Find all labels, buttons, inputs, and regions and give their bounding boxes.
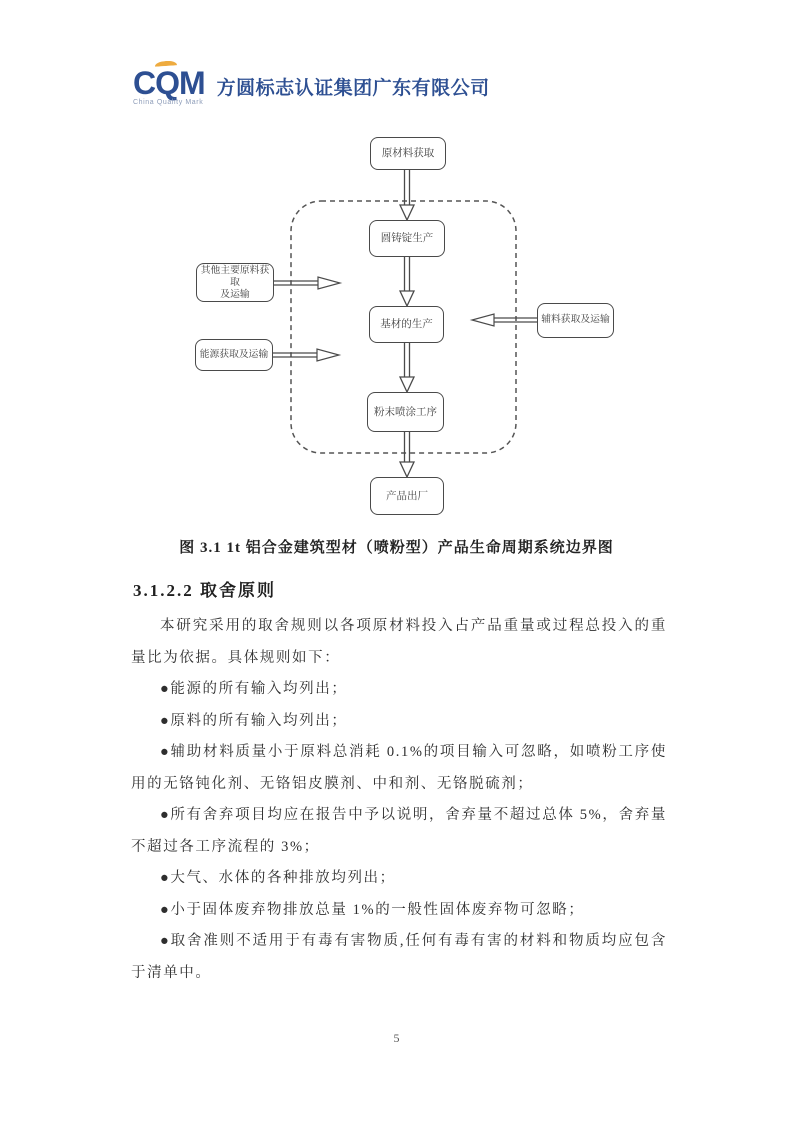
node-label: 辅料获取及运输 bbox=[541, 314, 610, 326]
section-body bbox=[131, 611, 667, 989]
logo-tagline: China Quality Mark bbox=[133, 99, 204, 106]
node-label: 产品出厂 bbox=[386, 489, 428, 502]
node-label-line2: 及运输 bbox=[220, 288, 250, 300]
node-auxiliary-acquisition-transport bbox=[537, 303, 614, 338]
node-label-line1: 其他主要原料获取 bbox=[200, 264, 270, 288]
intro-paragraph: 本研究采用的取舍规则以各项原材料投入占产品重量或过程总投入的重量比为依据。具体规则如下： bbox=[131, 618, 667, 666]
node-powder-coating-process bbox=[367, 392, 444, 432]
logo-acronym: CQM bbox=[133, 65, 205, 101]
bullet-item: ●取舍准则不适用于有毒有害物质,任何有毒有害的材料和物质均应包含于清单中。 bbox=[131, 933, 667, 981]
bullet-item: ●小于固体废弃物排放总量 1%的一般性固体废弃物可忽略； bbox=[160, 901, 585, 918]
node-raw-material-acquisition bbox=[370, 137, 446, 170]
bullet-item: ●能源的所有输入均列出； bbox=[160, 681, 348, 697]
node-base-material-production bbox=[369, 306, 444, 343]
bullet-item: ●大气、水体的各种排放均列出； bbox=[160, 870, 396, 886]
node-label: 基材的生产 bbox=[380, 318, 433, 331]
lifecycle-diagram-canvas bbox=[0, 0, 793, 560]
bullet-item: ●所有舍弃项目均应在报告中予以说明，舍弃量不超过总体 5%，舍弃量不超过各工序流程的 3%； bbox=[131, 807, 667, 855]
node-label: 粉末喷涂工序 bbox=[374, 405, 437, 418]
figure-caption: 图 3.1 1t 铝合金建筑型材（喷粉型）产品生命周期系统边界图 bbox=[179, 540, 614, 556]
section-heading: 3.1.2.2 取舍原则 bbox=[133, 581, 276, 600]
node-product-leaves-factory bbox=[370, 477, 444, 515]
logo-company-name: 方圆标志认证集团广东有限公司 bbox=[216, 78, 490, 99]
node-label: 原材料获取 bbox=[381, 147, 435, 160]
node-label: 能源获取及运输 bbox=[199, 348, 269, 360]
page-number: 5 bbox=[393, 1031, 400, 1045]
node-label: 圆铸锭生产 bbox=[380, 232, 434, 245]
node-round-ingot-production bbox=[369, 220, 445, 257]
node-energy-acquisition-transport bbox=[195, 339, 273, 371]
bullet-item: ●原料的所有输入均列出； bbox=[160, 712, 348, 729]
node-other-main-materials bbox=[196, 263, 274, 302]
bullet-item: ●辅助材料质量小于原料总消耗 0.1%的项目输入可忽略，如喷粉工序使用的无铬钝化剂、无铬铝皮膜剂、中和剂、无铬脱硫剂； bbox=[131, 744, 667, 792]
